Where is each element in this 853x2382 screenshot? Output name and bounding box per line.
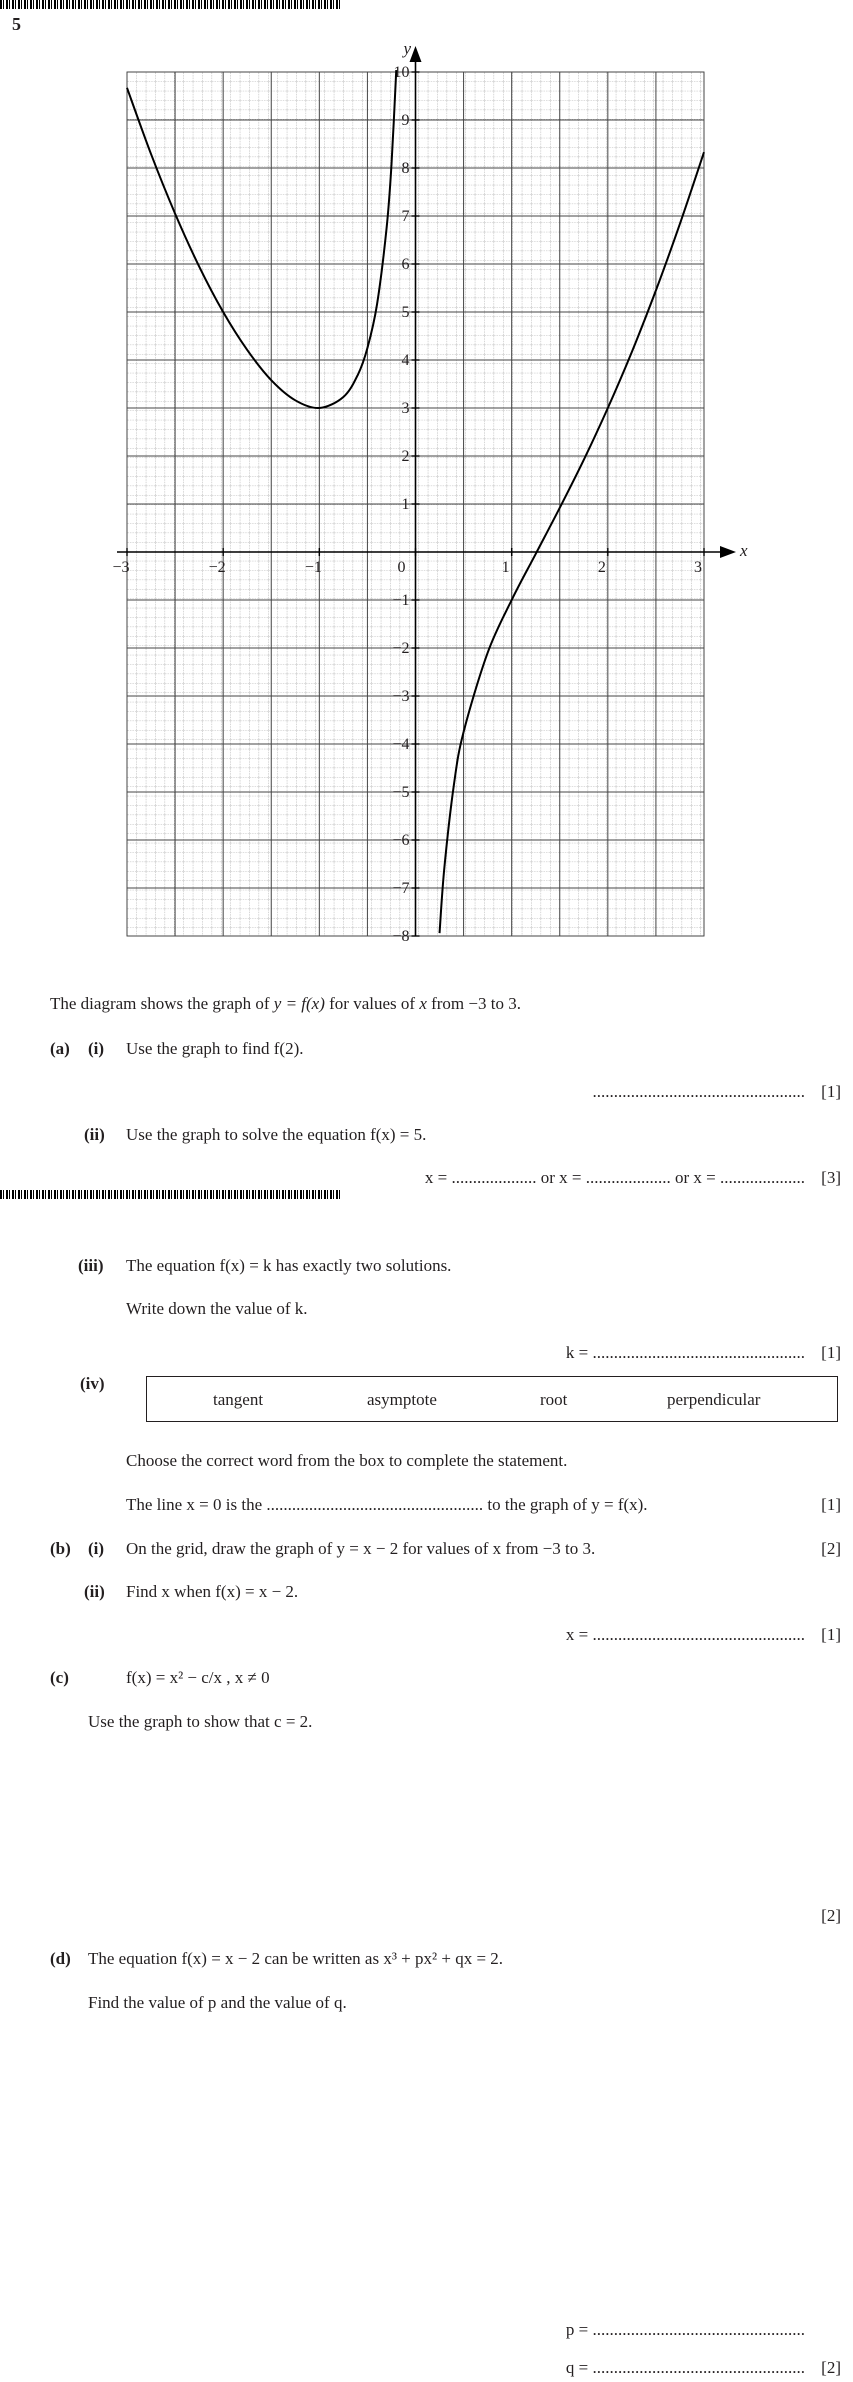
y-tick-label: −5: [392, 784, 410, 801]
mark-a-ii: [3]: [821, 1168, 841, 1187]
y-tick-label: 3: [401, 400, 410, 417]
part-d-label: (d): [50, 1949, 71, 1968]
part-a-ii-label: (ii): [84, 1125, 105, 1144]
x-tick-label: 3: [694, 559, 702, 576]
part-c-function: f(x) = x² − c/x , x ≠ 0: [126, 1668, 270, 1687]
y-tick-label: −3: [392, 688, 410, 705]
part-a-i-label: (i): [88, 1039, 105, 1058]
barcode-middle: [0, 1190, 342, 1199]
part-b-i-text: On the grid, draw the graph of y = x − 2 for values of x from −3 to 3.: [126, 1539, 596, 1558]
answer-line-a-ii[interactable]: x = .................... or x = .................... or x = ....................: [424, 1168, 805, 1187]
word-box: [146, 1376, 838, 1422]
answer-line-a-i[interactable]: ..................................................: [592, 1082, 805, 1101]
part-a-ii-text: Use the graph to solve the equation f(x) = 5.: [126, 1125, 427, 1144]
answer-line-p[interactable]: p = ..................................................: [565, 2320, 805, 2339]
y-tick-label: −2: [392, 640, 410, 657]
word-tangent: tangent: [213, 1390, 264, 1409]
y-tick-label: 1: [401, 496, 410, 513]
question-number: 5: [12, 14, 21, 34]
part-a-label: (a): [50, 1039, 70, 1058]
answer-line-q[interactable]: q = ..................................................: [565, 2358, 805, 2377]
part-a-iv-label: (iv): [80, 1374, 105, 1393]
word-root: root: [540, 1390, 568, 1409]
part-d-text: The equation f(x) = x − 2 can be written as x³ + px² + qx = 2.: [88, 1949, 504, 1968]
y-tick-label: 9: [401, 112, 410, 129]
barcode-top: [0, 0, 342, 9]
word-perpendicular: perpendicular: [667, 1390, 761, 1409]
answer-line-a-iii[interactable]: k = ..................................................: [565, 1343, 805, 1362]
part-a-i-text: Use the graph to find f(2).: [126, 1039, 304, 1058]
mark-b-i: [2]: [821, 1539, 841, 1558]
x-tick-label: 2: [597, 559, 606, 576]
x-tick-label: 0: [397, 559, 406, 576]
x-tick-label: −3: [112, 559, 130, 576]
part-b-ii-text: Find x when f(x) = x − 2.: [126, 1582, 299, 1601]
part-a-iii-text2: Write down the value of k.: [126, 1299, 308, 1318]
y-tick-label: −8: [392, 928, 410, 945]
part-a-iii-text: The equation f(x) = k has exactly two solutions.: [126, 1256, 452, 1275]
y-tick-label: −6: [392, 832, 410, 849]
part-d-text2: Find the value of p and the value of q.: [88, 1993, 347, 2012]
y-tick-label: 4: [401, 352, 410, 369]
y-axis-label: y: [403, 39, 412, 58]
y-tick-label: 7: [401, 208, 410, 225]
mark-a-iv: [1]: [821, 1495, 841, 1514]
y-tick-label: 5: [401, 304, 410, 321]
mark-c: [2]: [821, 1906, 841, 1925]
x-tick-label: 1: [501, 559, 510, 576]
y-tick-label: 8: [401, 160, 410, 177]
graph: [0, 30, 853, 990]
part-b-ii-label: (ii): [84, 1582, 105, 1601]
y-tick-label: 10: [393, 64, 410, 81]
mark-d: [2]: [821, 2358, 841, 2377]
intro-text: The diagram shows the graph of y = f(x) for values of x from −3 to 3.: [50, 994, 521, 1013]
y-tick-label: −7: [392, 880, 410, 897]
y-tick-label: 2: [401, 448, 410, 465]
x-tick-label: −2: [208, 559, 226, 576]
part-c-text: Use the graph to show that c = 2.: [88, 1712, 313, 1731]
x-axis-arrow: [720, 546, 736, 558]
x-axis-label: x: [740, 541, 748, 560]
part-c-label: (c): [50, 1668, 69, 1687]
part-a-iv-text: Choose the correct word from the box to complete the statement.: [126, 1451, 568, 1470]
x-tick-label: −1: [304, 559, 322, 576]
y-tick-label: −4: [392, 736, 410, 753]
part-b-i-label: (i): [88, 1539, 105, 1558]
part-b-label: (b): [50, 1539, 71, 1558]
mark-b-ii: [1]: [821, 1625, 841, 1644]
word-asymptote: asymptote: [367, 1390, 437, 1409]
y-tick-label: 6: [401, 256, 410, 273]
part-a-iii-label: (iii): [78, 1256, 104, 1275]
answer-line-b-ii[interactable]: x = ..................................................: [565, 1625, 805, 1644]
mark-a-i: [1]: [821, 1082, 841, 1101]
answer-line-a-iv[interactable]: The line x = 0 is the ................................................... to the graph of y = f(x).: [126, 1495, 648, 1514]
y-tick-label: −1: [392, 592, 410, 609]
mark-a-iii: [1]: [821, 1343, 841, 1362]
y-axis-arrow: [410, 46, 422, 62]
